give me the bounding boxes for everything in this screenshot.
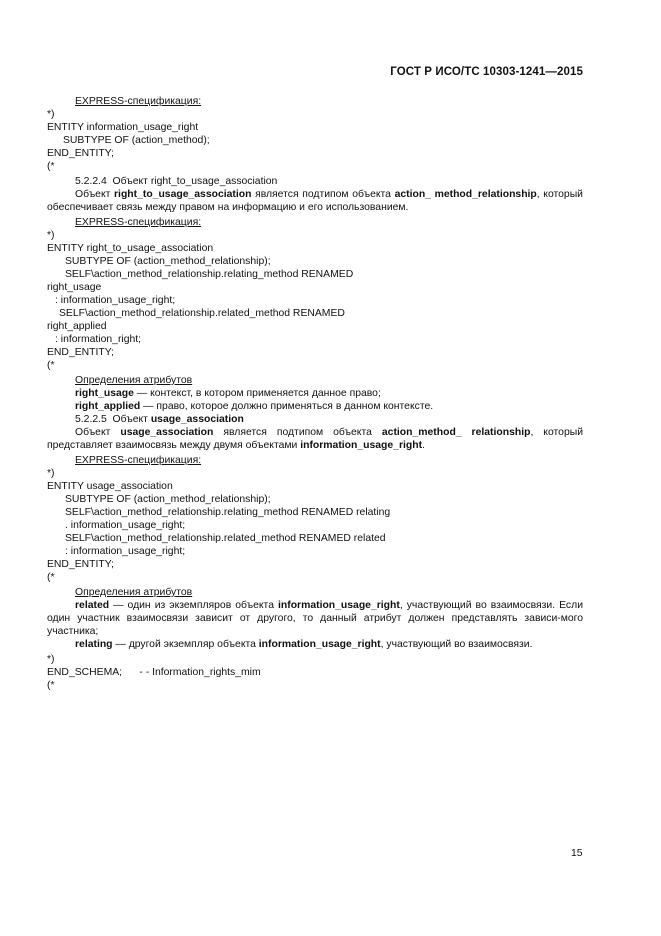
document-body [47,95,583,692]
express-spec-label: EXPRESS-спецификация: [75,96,202,107]
attribute-definition: related — один из экземпляров объекта information_usage_right, участвующий во взаимосвязи. Если один участник взаимосвязи зависит от другого, то данный атрибут должен представлять зависи-мого участника; [47,600,583,637]
comment-open: (* [47,161,55,172]
code-line: SELF\action_method_relationship.relating_method RENAMED relating [65,507,391,518]
end-schema-line: END_SCHEMA; - - Information_rights_mim [47,667,261,678]
code-line: right_usage [47,282,102,293]
entity-line: ENTITY right_to_usage_association [47,243,214,254]
code-line: SELF\action_method_relationship.relating_method RENAMED [65,269,354,280]
comment-open: (* [47,360,55,371]
express-spec-label: EXPRESS-спецификация: [75,217,202,228]
end-entity-line: END_ENTITY; [47,148,114,159]
section-paragraph: Объект right_to_usage_association является подтипом объекта action_ method_relationship, который обеспечивает связь между правом на информацию и его использованием. [47,189,583,213]
code-line: : information_usage_right; [55,295,176,306]
attribute-definitions-label: Определения атрибутов [75,587,193,598]
document-header: ГОСТ Р ИСО/ТС 10303-1241—2015 [390,66,583,78]
comment-close: *) [47,468,55,479]
code-line: : information_usage_right; [65,546,186,557]
comment-open: (* [47,572,55,583]
code-line: SELF\action_method_relationship.related_method RENAMED [59,308,345,319]
comment-close: *) [47,109,55,120]
attribute-definition: relating — другой экземпляр объекта information_usage_right, участвующий во взаимосвязи. [75,639,533,650]
end-entity-line: END_ENTITY; [47,347,114,358]
section-paragraph: Объект usage_association является подтипом объекта action_method_ relationship, который представляет взаимосвязь между двумя объектами information_usage_right. [47,427,583,451]
code-line: : information_right; [55,334,142,345]
comment-open: (* [47,680,55,691]
attribute-definition: right_applied — право, которое должно применяться в данном контексте. [75,401,434,412]
code-line: . information_usage_right; [65,520,186,531]
subtype-line: SUBTYPE OF (action_method_relationship); [65,494,271,505]
attribute-definition: right_usage — контекст, в котором применяется данное право; [75,388,381,399]
comment-close: *) [47,654,55,665]
code-line: right_applied [47,321,107,332]
section-heading: 5.2.2.4 Объект right_to_usage_association [75,176,278,187]
subtype-line: SUBTYPE OF (action_method); [63,135,210,146]
section-heading: 5.2.2.5 Объект usage_association [75,414,244,425]
end-entity-line: END_ENTITY; [47,559,114,570]
page-number: 15 [571,848,583,859]
express-spec-label: EXPRESS-спецификация: [75,455,202,466]
entity-line: ENTITY usage_association [47,481,173,492]
attribute-definitions-label: Определения атрибутов [75,375,193,386]
comment-close: *) [47,230,55,241]
code-line: SELF\action_method_relationship.related_method RENAMED related [65,533,386,544]
subtype-line: SUBTYPE OF (action_method_relationship); [65,256,271,267]
entity-line: ENTITY information_usage_right [47,122,199,133]
